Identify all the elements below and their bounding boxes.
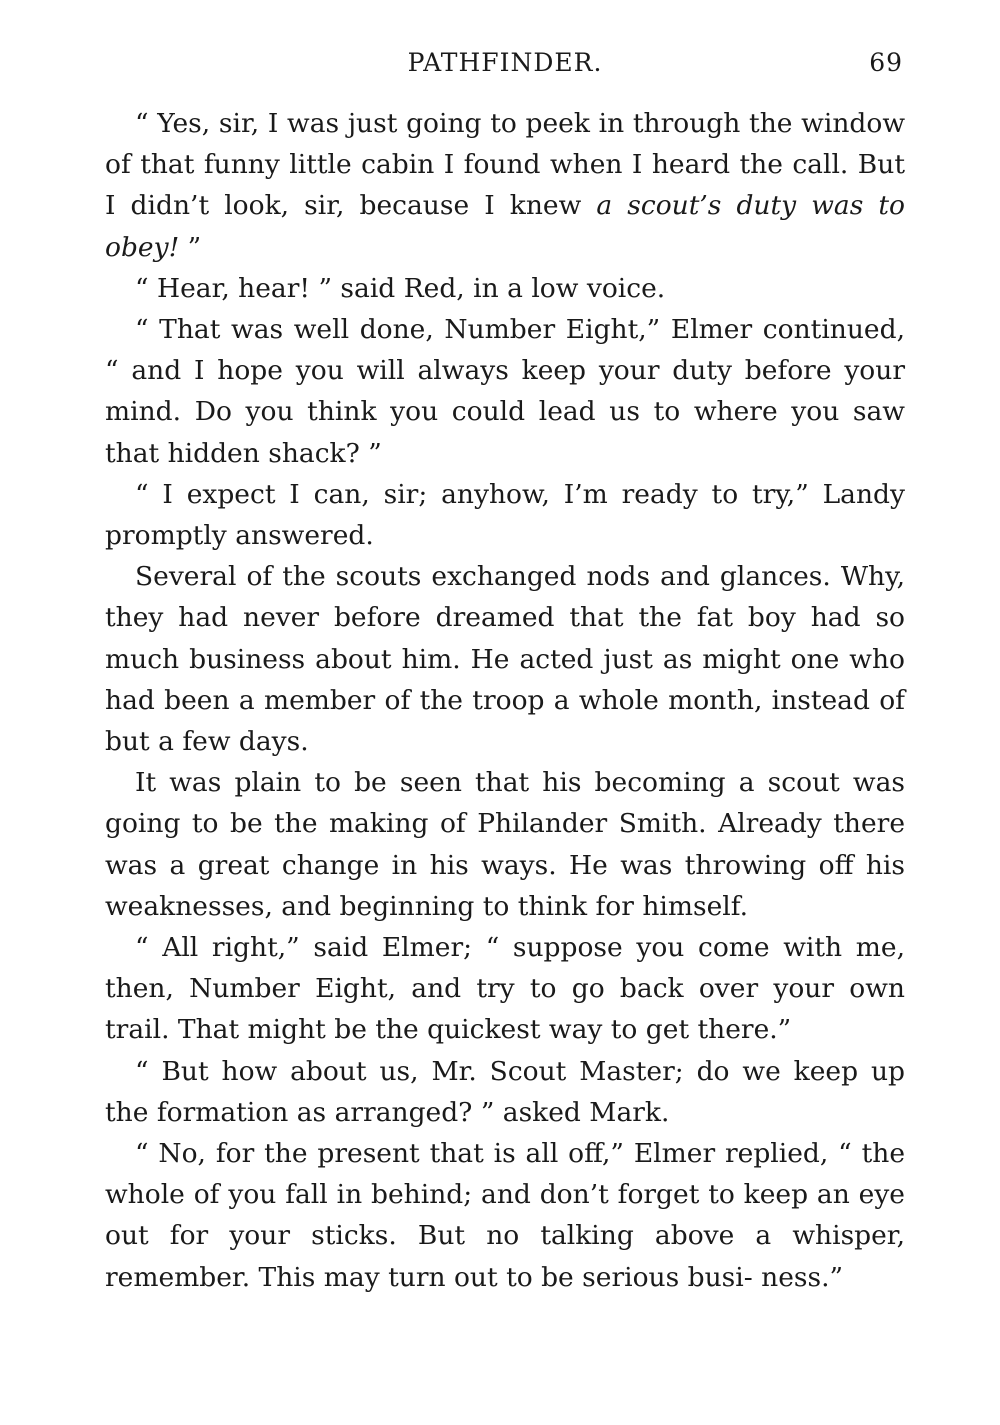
paragraph-4: “ I expect I can, sir; anyhow, I’m ready to try,” Landy promptly answered. — [105, 478, 905, 552]
body-text — [105, 103, 905, 1298]
paragraph-9: “ No, for the present that is all off,” Elmer replied, “ the whole of you fall in behind; and don’t forget to keep an eye out for your sticks. But no talking above a whisper, remember. This may turn out to be serious busi- ness.” — [105, 1138, 905, 1293]
paragraph-1-text: “ Yes, sir, I was just going to peek in through the window of that funny little cabin I found when I heard the call. But I didn’t look, sir, because I knew — [105, 108, 905, 222]
page-number: 69 — [869, 48, 903, 77]
paragraph-1 — [105, 103, 905, 268]
paragraph-8: “ But how about us, Mr. Scout Master; do we keep up the formation as arranged? ” asked Mark. — [105, 1055, 905, 1128]
running-title: PATHFINDER. — [407, 48, 603, 77]
paragraph-7: “ All right,” said Elmer; “ suppose you come with me, then, Number Eight, and try to go back over your own trail. That might be the quickest way to get there.” — [105, 932, 905, 1046]
paragraph-1-end: ” — [179, 231, 202, 263]
paragraph-2: “ Hear, hear! ” said Red, in a low voice. — [135, 272, 666, 304]
page-header — [105, 48, 905, 82]
paragraph-6: It was plain to be seen that his becoming a scout was going to be the making of Philander Smith. Already there was a great change in his ways. He was throwing off his weaknesses, and beginning to think for himself. — [105, 767, 905, 922]
paragraph-3: “ That was well done, Number Eight,” Elmer continued, “ and I hope you will always keep your duty before your mind. Do you think you could lead us to where you saw that hidden shack? ” — [105, 314, 905, 469]
paragraph-5: Several of the scouts exchanged nods and glances. Why, they had never before dreamed that the fat boy had so much business about him. He acted just as might one who had been a member of the troop a whole month, instead of but a few days. — [105, 561, 905, 758]
paragraph-1-italic: a scout’s duty was to obey! — [105, 190, 905, 263]
